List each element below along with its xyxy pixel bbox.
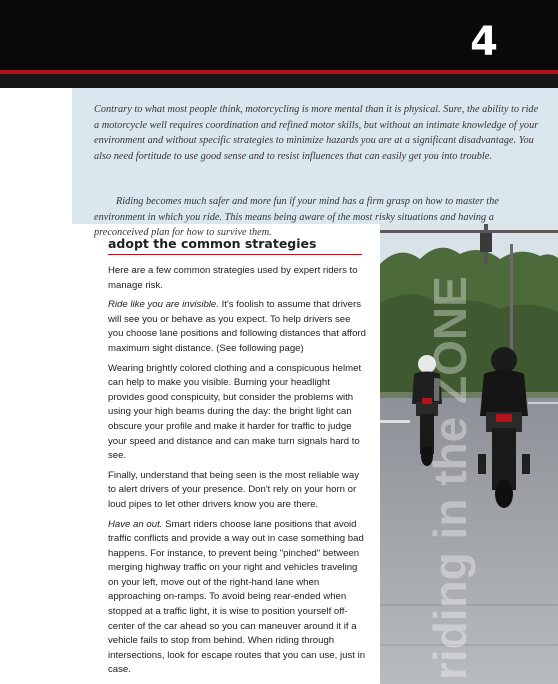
invisible-text: It's foolish to assume that drivers will see you or behave as you expect. To help drivers see you choose lane positions and following distances that afford maximum sight distance. (See following page): [108, 299, 366, 354]
section-body: [108, 264, 366, 683]
intro-paragraph-1: Contrary to what most people think, motorcycling is more mental than it is physical. Sure, the ability to ride a motorcycle well requires coordination and refined motor skills, but without an intimate knowledge of your environment and without specific strategies to minimize hazards you are at a significant disadvantage. You also need fortitude to use good sense and to resist influences that can easily get you into trouble.: [94, 104, 539, 162]
finally-paragraph: Finally, understand that being seen is the most reliable way to alert drivers of your presence. Don't rely on your horn or loud pipes to let other drivers know you are there.: [108, 469, 359, 510]
out-paragraph: [108, 518, 366, 679]
out-title: Have an out.: [108, 518, 163, 530]
motorcycle-photo: [380, 224, 558, 684]
clothing-paragraph: Wearing brightly colored clothing and a conspicuous helmet can help to make you visible. Burning your headlight provides good conspicuity, but consider the problems with using your high beams during the day: the bright light can obscure your profile and make it harder for traffic to judge your speed and distance and can make turn signals hard to see.: [108, 362, 362, 462]
chapter-number: 4: [470, 19, 498, 65]
intro-box: [72, 88, 558, 239]
invisible-title: Ride like you are invisible.: [108, 299, 219, 311]
sidebar-watermark-text: riding in the ZONE: [424, 276, 476, 680]
invisible-paragraph: [108, 298, 366, 356]
section-heading-rule: [108, 254, 362, 255]
intro-text: Here are a few common strategies used by expert riders to manage risk.: [108, 265, 358, 291]
out-text: Smart riders choose lane positions that avoid traffic conflicts and provide a way out in case something bad happens. For instance, to prevent being "pinched" between merging highway traffic on your right and vehicles traveling on your left, move out of the right-hand lane when approaching on-ramps. To avoid being rear-ended when stopped at a traffic light, it is wise to position yourself off-center of the car ahead so you can maneuver around it if a vehicle fails to stop from behind. When riding through intersections, look for escape routes that you can use, just in case.: [108, 518, 366, 676]
section-heading: adopt the common strategies: [108, 236, 317, 251]
intro-paragraph-2-text: Riding becomes much safer and more fun if your mind has a firm grasp on how to master the environment in which you ride. This means being aware of the most risky situations and having a preconceived plan for how to survive them.: [94, 196, 499, 239]
header-under-bar: [0, 74, 558, 88]
